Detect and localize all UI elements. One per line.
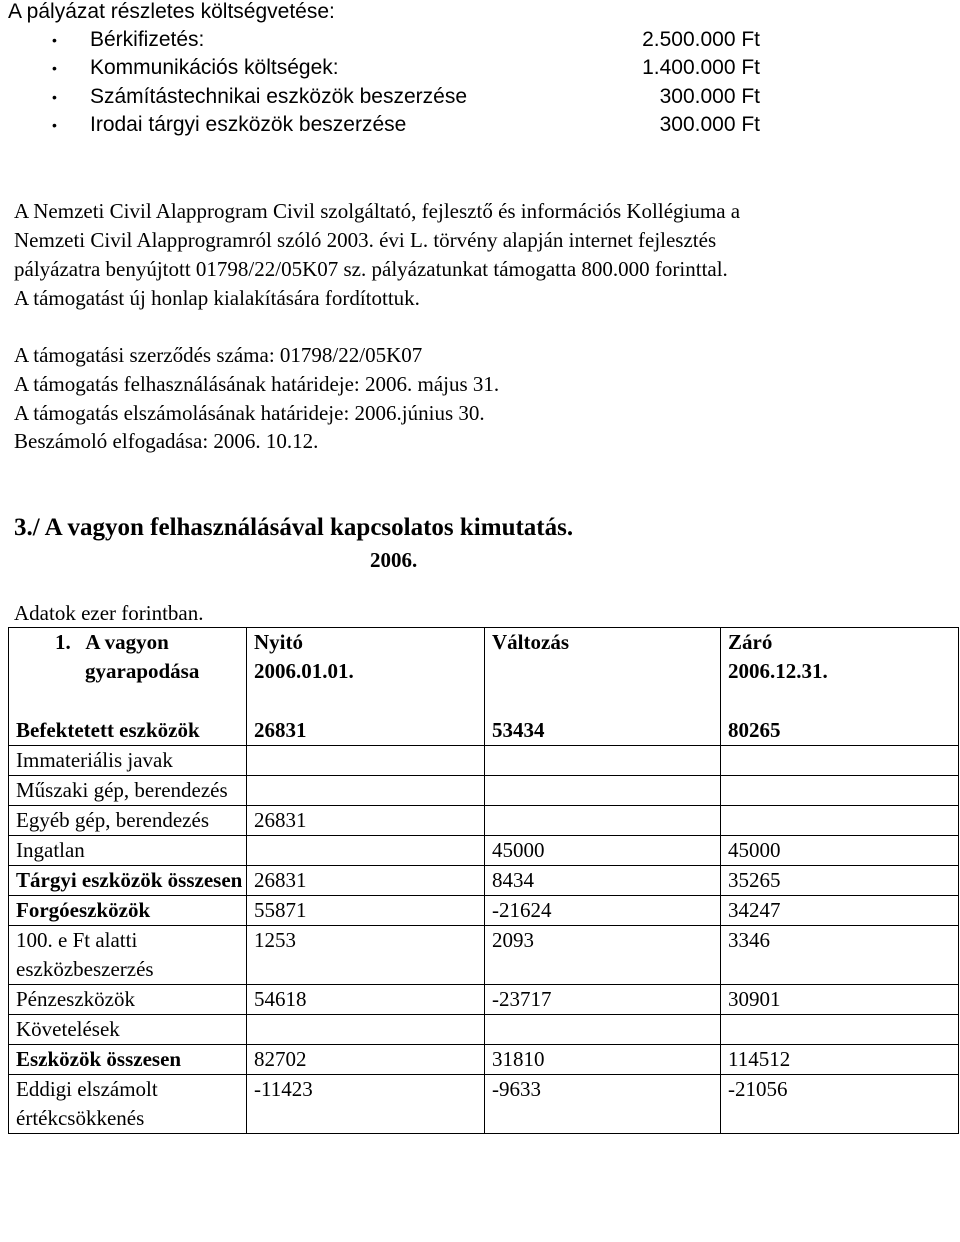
row-label: Műszaki gép, berendezés xyxy=(9,775,247,805)
bullet-icon: • xyxy=(52,32,57,48)
row-change: -21624 xyxy=(485,895,721,925)
header-col1-line2: gyarapodása xyxy=(85,659,200,683)
row-close xyxy=(721,1014,959,1044)
row-open xyxy=(247,835,485,865)
row-open: -11423 xyxy=(247,1074,485,1133)
row-change: -23717 xyxy=(485,984,721,1014)
budget-item-amount: 300.000 Ft xyxy=(659,113,760,136)
bullet-icon: • xyxy=(52,60,57,76)
row-close xyxy=(721,745,959,775)
row-close: -21056 xyxy=(721,1074,959,1133)
header-col3: Változás xyxy=(492,630,569,654)
row-label: Követelések xyxy=(9,1014,247,1044)
header-col4-line2: 2006.12.31. xyxy=(728,659,828,683)
row-change: 8434 xyxy=(485,865,721,895)
table-row xyxy=(9,925,959,984)
row-label: Eddigi elszámolt értékcsökkenés xyxy=(9,1074,247,1133)
row-change: 2093 xyxy=(485,925,721,984)
row-open: 54618 xyxy=(247,984,485,1014)
budget-item xyxy=(0,85,760,114)
row-label: Pénzeszközök xyxy=(9,984,247,1014)
grant-info-line: A támogatás elszámolásának határideje: 2006.június 30. xyxy=(14,401,485,425)
header-cell xyxy=(247,628,485,716)
row-open: 26831 xyxy=(247,865,485,895)
budget-item-amount: 2.500.000 Ft xyxy=(642,28,760,51)
grant-info-line: A támogatási szerződés száma: 01798/22/05K07 xyxy=(14,343,423,367)
row-change xyxy=(485,745,721,775)
header-cell xyxy=(721,628,959,716)
row-open: 26831 xyxy=(247,805,485,835)
table-row xyxy=(9,716,959,746)
table-row xyxy=(9,865,959,895)
section-heading: 3./ A vagyon felhasználásával kapcsolatos kimutatás. xyxy=(14,514,574,541)
header-col4-line1: Záró xyxy=(728,630,773,654)
table-row xyxy=(9,1074,959,1133)
row-label: Eszközök összesen xyxy=(9,1044,247,1074)
budget-item-amount: 1.400.000 Ft xyxy=(642,56,760,79)
asset-table xyxy=(8,627,959,1134)
paragraph-line: A támogatást új honlap kialakítására fordítottuk. xyxy=(14,286,420,310)
row-open xyxy=(247,745,485,775)
header-col2-line1: Nyitó xyxy=(254,630,303,654)
table-header-row xyxy=(9,628,959,716)
paragraph-line: pályázatra benyújtott 01798/22/05K07 sz. pályázatunkat támogatta 800.000 forinttal. xyxy=(14,257,728,281)
row-close xyxy=(721,775,959,805)
row-label: Immateriális javak xyxy=(9,745,247,775)
budget-item-amount: 300.000 Ft xyxy=(659,85,760,108)
budget-item xyxy=(0,56,760,85)
unit-note: Adatok ezer forintban. xyxy=(14,601,204,625)
row-label: Egyéb gép, berendezés xyxy=(9,805,247,835)
row-change: 45000 xyxy=(485,835,721,865)
row-change: 31810 xyxy=(485,1044,721,1074)
bullet-icon: • xyxy=(52,89,57,105)
header-cell xyxy=(485,628,721,716)
row-label: Ingatlan xyxy=(9,835,247,865)
table-row xyxy=(9,805,959,835)
row-open: 82702 xyxy=(247,1044,485,1074)
row-close: 114512 xyxy=(721,1044,959,1074)
budget-item-label: Irodai tárgyi eszközök beszerzése xyxy=(90,113,407,136)
section-year: 2006. xyxy=(370,548,418,572)
grant-info-line: A támogatás felhasználásának határideje: 2006. május 31. xyxy=(14,372,500,396)
row-open: 26831 xyxy=(247,716,485,746)
table-row xyxy=(9,1044,959,1074)
row-label: Befektetett eszközök xyxy=(9,716,247,746)
row-open: 1253 xyxy=(247,925,485,984)
row-change xyxy=(485,805,721,835)
row-label: Forgóeszközök xyxy=(9,895,247,925)
row-close xyxy=(721,805,959,835)
row-change: 53434 xyxy=(485,716,721,746)
row-change: -9633 xyxy=(485,1074,721,1133)
row-open: 55871 xyxy=(247,895,485,925)
budget-item xyxy=(0,28,760,57)
table-row xyxy=(9,984,959,1014)
budget-title: A pályázat részletes költségvetése: xyxy=(8,0,335,23)
table-row xyxy=(9,745,959,775)
row-close: 45000 xyxy=(721,835,959,865)
row-change xyxy=(485,775,721,805)
table-row xyxy=(9,835,959,865)
row-label: 100. e Ft alatti eszközbeszerzés xyxy=(9,925,247,984)
budget-item-label: Kommunikációs költségek: xyxy=(90,56,339,79)
paragraph-line: Nemzeti Civil Alapprogramról szóló 2003. évi L. törvény alapján internet fejlesztés xyxy=(14,228,717,252)
table-row xyxy=(9,775,959,805)
budget-item-label: Számítástechnikai eszközök beszerzése xyxy=(90,85,468,108)
row-close: 3346 xyxy=(721,925,959,984)
row-open xyxy=(247,775,485,805)
row-close: 80265 xyxy=(721,716,959,746)
row-close: 34247 xyxy=(721,895,959,925)
row-change xyxy=(485,1014,721,1044)
table-row xyxy=(9,1014,959,1044)
header-col2-line2: 2006.01.01. xyxy=(254,659,354,683)
table-row xyxy=(9,895,959,925)
budget-item xyxy=(0,113,760,142)
grant-info-line: Beszámoló elfogadása: 2006. 10.12. xyxy=(14,429,319,453)
row-open xyxy=(247,1014,485,1044)
budget-item-label: Bérkifizetés: xyxy=(90,28,205,51)
row-close: 30901 xyxy=(721,984,959,1014)
bullet-icon: • xyxy=(52,117,57,133)
row-label: Tárgyi eszközök összesen xyxy=(9,865,247,895)
row-close: 35265 xyxy=(721,865,959,895)
header-cell xyxy=(9,628,247,716)
paragraph-line: A Nemzeti Civil Alapprogram Civil szolgáltató, fejlesztő és információs Kollégiuma a xyxy=(14,199,741,223)
header-col1-line1: 1. A vagyon xyxy=(55,630,169,654)
